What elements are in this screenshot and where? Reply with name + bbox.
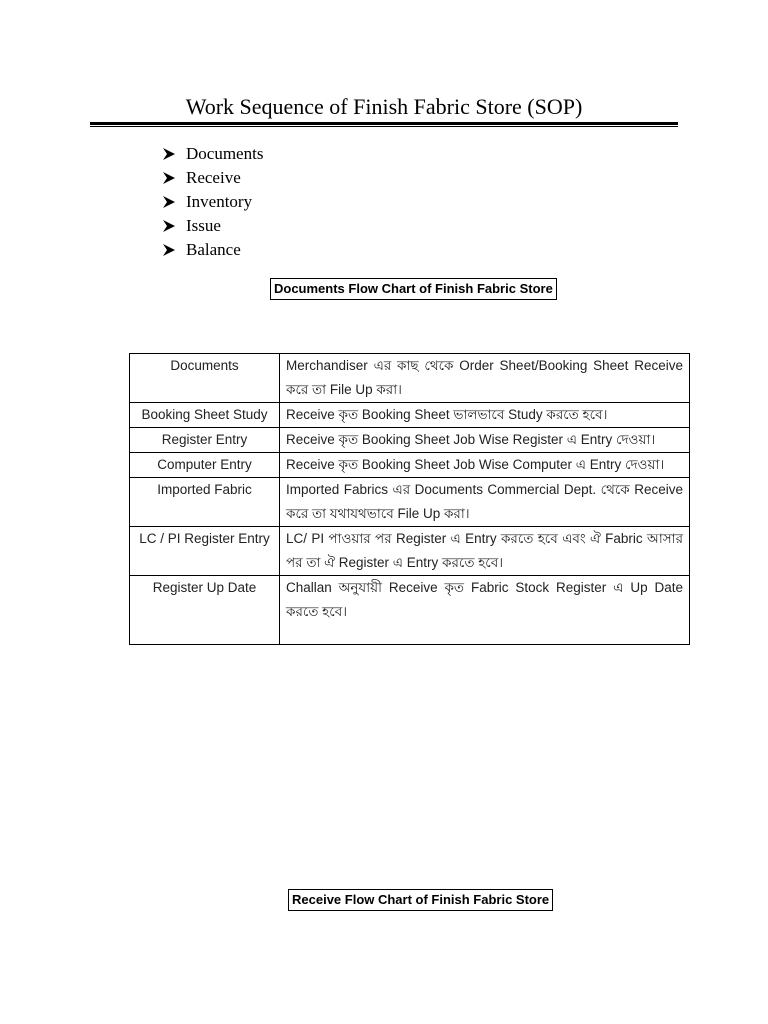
table-row xyxy=(130,478,690,527)
bullet-text: Balance xyxy=(186,240,241,259)
step-cell: LC / PI Register Entry xyxy=(130,527,280,576)
documents-flow-chart-heading: Documents Flow Chart of Finish Fabric Store xyxy=(270,278,557,300)
description-cell: Receive কৃত Booking Sheet ভালভাবে Study করতে হবে। xyxy=(280,403,690,428)
bullet-item xyxy=(162,214,263,238)
title-underline-thin xyxy=(90,126,678,127)
page-title: Work Sequence of Finish Fabric Store (SOP) xyxy=(185,94,583,119)
arrowhead-bullet-icon xyxy=(162,244,186,256)
receive-flow-chart-heading: Receive Flow Chart of Finish Fabric Store xyxy=(288,889,553,911)
bullet-item xyxy=(162,238,263,262)
description-cell: Imported Fabrics এর Documents Commercial Dept. থেকে Receive করে তা যথাযথভাবে File Up করা। xyxy=(280,478,690,527)
bullet-text: Documents xyxy=(186,144,264,163)
arrowhead-bullet-icon xyxy=(162,172,186,184)
arrowhead-bullet-icon xyxy=(162,148,186,160)
step-cell: Documents xyxy=(130,354,280,403)
documents-flow-table xyxy=(129,353,690,645)
description-cell: Merchandiser এর কাছ থেকে Order Sheet/Booking Sheet Receive করে তা File Up করা। xyxy=(280,354,690,403)
step-cell: Booking Sheet Study xyxy=(130,403,280,428)
bullet-item xyxy=(162,190,263,214)
title-underline-thick xyxy=(90,122,678,125)
step-cell: Imported Fabric xyxy=(130,478,280,527)
description-cell: Receive কৃত Booking Sheet Job Wise Register এ Entry দেওয়া। xyxy=(280,428,690,453)
arrowhead-bullet-icon xyxy=(162,220,186,232)
step-cell: Register Up Date xyxy=(130,576,280,645)
bullet-list xyxy=(162,142,263,262)
description-cell: LC/ PI পাওয়ার পর Register এ Entry করতে হবে এবং ঐ Fabric আসার পর তা ঐ Register এ Entry করতে হবে। xyxy=(280,527,690,576)
arrowhead-bullet-icon xyxy=(162,196,186,208)
table-row xyxy=(130,527,690,576)
step-cell: Register Entry xyxy=(130,428,280,453)
step-cell: Computer Entry xyxy=(130,453,280,478)
bullet-item xyxy=(162,142,263,166)
description-cell: Receive কৃত Booking Sheet Job Wise Computer এ Entry দেওয়া। xyxy=(280,453,690,478)
table-row xyxy=(130,354,690,403)
table-row xyxy=(130,453,690,478)
bullet-text: Issue xyxy=(186,216,221,235)
table-row xyxy=(130,403,690,428)
description-cell: Challan অনুযায়ী Receive কৃত Fabric Stock Register এ Up Date করতে হবে। xyxy=(280,576,690,645)
bullet-text: Receive xyxy=(186,168,241,187)
table-row xyxy=(130,576,690,645)
table-row xyxy=(130,428,690,453)
bullet-item xyxy=(162,166,263,190)
bullet-text: Inventory xyxy=(186,192,253,211)
